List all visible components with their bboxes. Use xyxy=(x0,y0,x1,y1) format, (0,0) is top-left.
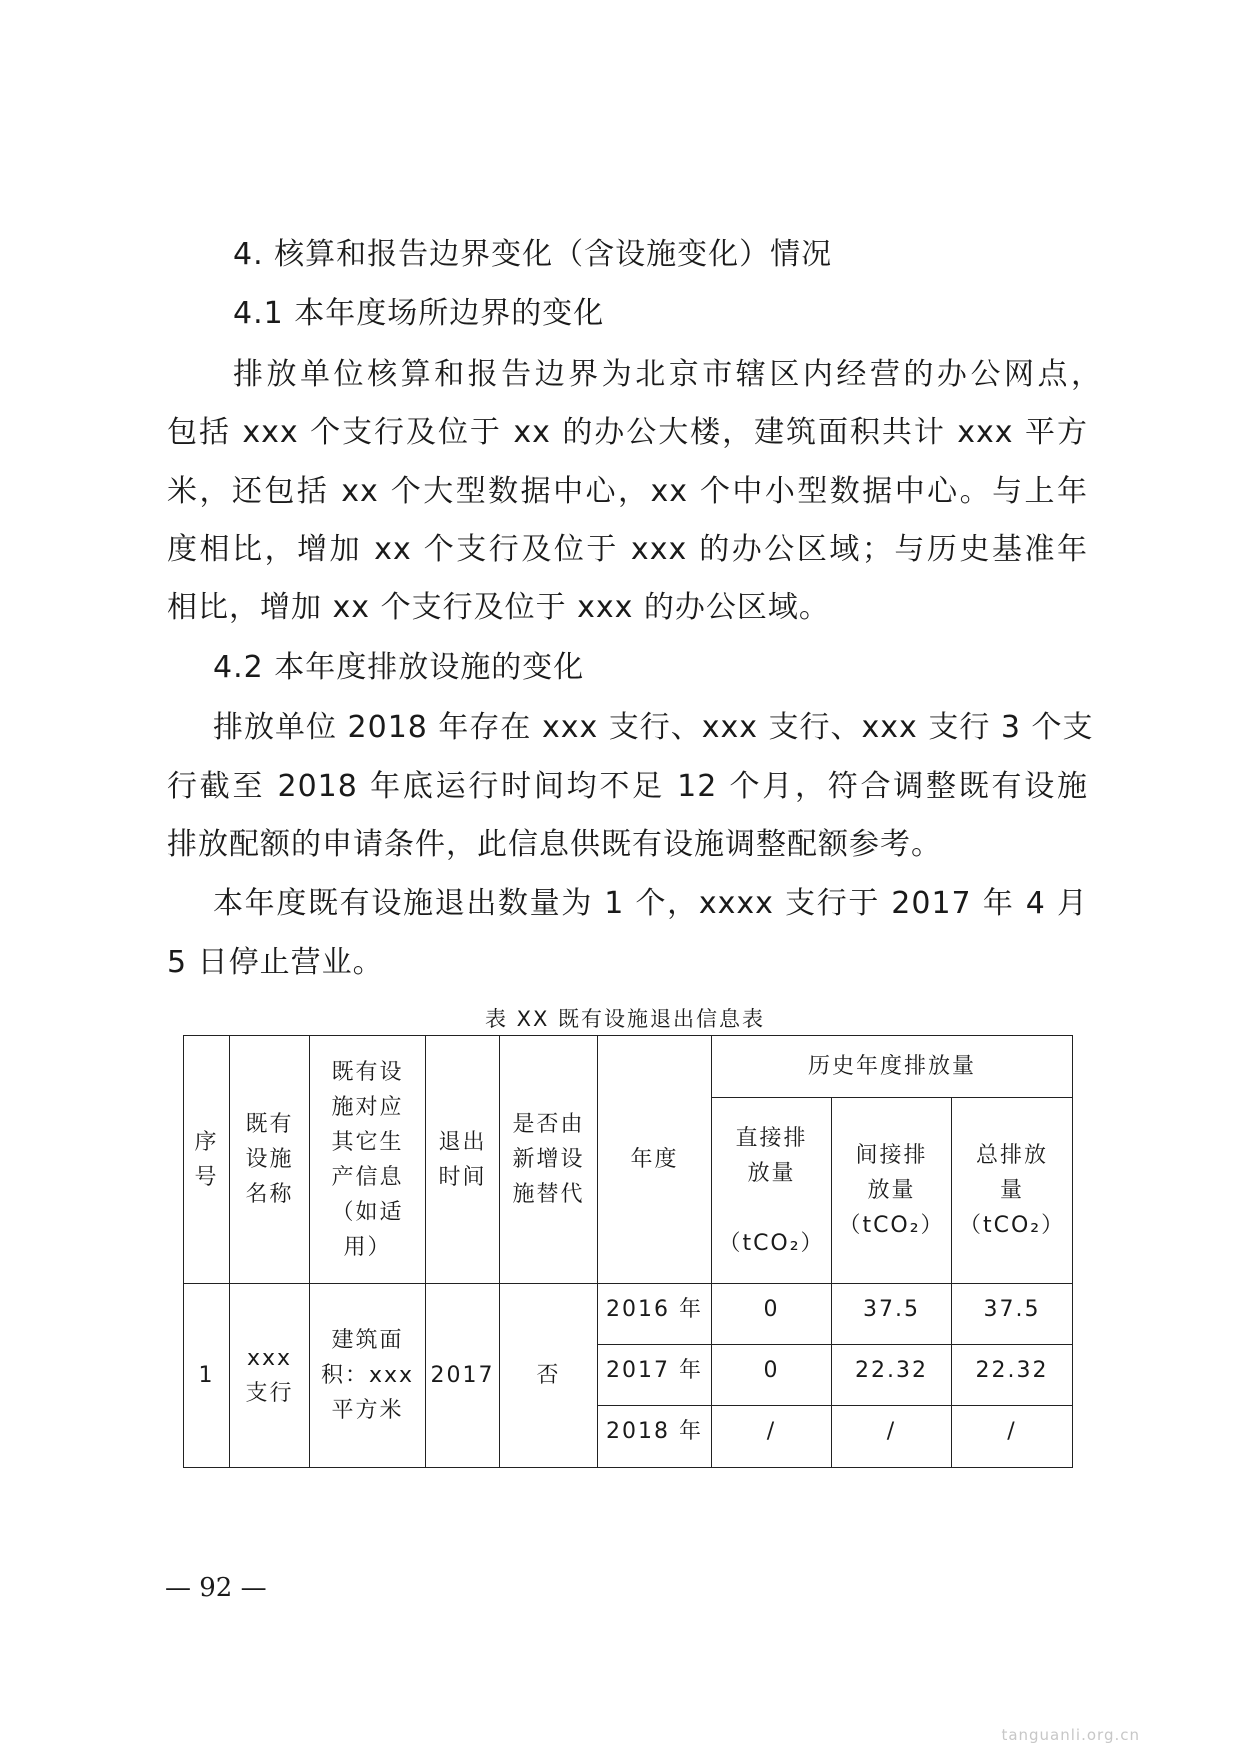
cell-indirect: 22.32 xyxy=(832,1345,952,1406)
cell-direct: 0 xyxy=(712,1284,832,1345)
cell-total: 22.32 xyxy=(952,1345,1073,1406)
header-history-emissions: 历史年度排放量 xyxy=(712,1036,1073,1098)
paragraph-line: 本年度既有设施退出数量为 1 个，xxxx 支行于 2017 年 4 月 xyxy=(213,886,1088,921)
cell-year: 2018 年 xyxy=(598,1406,712,1468)
section-heading-4: 4. 核算和报告边界变化（含设施变化）情况 xyxy=(233,237,833,272)
cell-other-info: 建筑面 积：xxx 平方米 xyxy=(310,1284,426,1468)
cell-total: 37.5 xyxy=(952,1284,1073,1345)
header-facility-name: 既有 设施 名称 xyxy=(230,1036,310,1284)
cell-direct: / xyxy=(712,1406,832,1468)
cell-facility-name: xxx 支行 xyxy=(230,1284,310,1468)
paragraph-line: 相比，增加 xx 个支行及位于 xxx 的办公区域。 xyxy=(167,590,830,625)
header-indirect-emissions: 间接排 放量 （tCO₂） xyxy=(832,1098,952,1284)
paragraph-line: 排放单位 2018 年存在 xxx 支行、xxx 支行、xxx 支行 3 个支 xyxy=(213,710,1094,745)
watermark-text: tanguanli.org.cn xyxy=(1001,1726,1140,1744)
paragraph-line: 包括 xxx 个支行及位于 xx 的办公大楼，建筑面积共计 xxx 平方 xyxy=(167,415,1088,450)
cell-year: 2017 年 xyxy=(598,1345,712,1406)
cell-exit-time: 2017 xyxy=(426,1284,500,1468)
section-heading-4-1: 4.1 本年度场所边界的变化 xyxy=(233,296,605,331)
cell-seq: 1 xyxy=(184,1284,230,1468)
cell-year: 2016 年 xyxy=(598,1284,712,1345)
header-other-info: 既有设 施对应 其它生 产信息 （如适 用） xyxy=(310,1036,426,1284)
page-number: — 92 — xyxy=(165,1573,267,1603)
facility-exit-table xyxy=(183,1035,1073,1468)
header-direct-emissions: 直接排 放量 （tCO₂） xyxy=(712,1098,832,1284)
header-replaced: 是否由 新增设 施替代 xyxy=(500,1036,598,1284)
cell-indirect: / xyxy=(832,1406,952,1468)
paragraph-line: 行截至 2018 年底运行时间均不足 12 个月，符合调整既有设施 xyxy=(167,769,1088,804)
paragraph-line: 5 日停止营业。 xyxy=(167,945,384,980)
cell-direct: 0 xyxy=(712,1345,832,1406)
section-heading-4-2: 4.2 本年度排放设施的变化 xyxy=(213,650,585,685)
header-total-emissions: 总排放 量 （tCO₂） xyxy=(952,1098,1073,1284)
paragraph-line: 排放配额的申请条件，此信息供既有设施调整配额参考。 xyxy=(167,827,942,862)
paragraph-line: 度相比，增加 xx 个支行及位于 xxx 的办公区域；与历史基准年 xyxy=(167,532,1088,567)
header-exit-time: 退出 时间 xyxy=(426,1036,500,1284)
cell-total: / xyxy=(952,1406,1073,1468)
cell-replaced: 否 xyxy=(500,1284,598,1468)
cell-indirect: 37.5 xyxy=(832,1284,952,1345)
paragraph-line: 米，还包括 xx 个大型数据中心，xx 个中小型数据中心。与上年 xyxy=(167,474,1088,509)
header-year: 年度 xyxy=(598,1036,712,1284)
header-seq: 序 号 xyxy=(184,1036,230,1284)
table-row xyxy=(184,1284,1073,1345)
table-caption: 表 XX 既有设施退出信息表 xyxy=(484,1007,766,1031)
paragraph-line: 排放单位核算和报告边界为北京市辖区内经营的办公网点， xyxy=(233,357,1102,392)
